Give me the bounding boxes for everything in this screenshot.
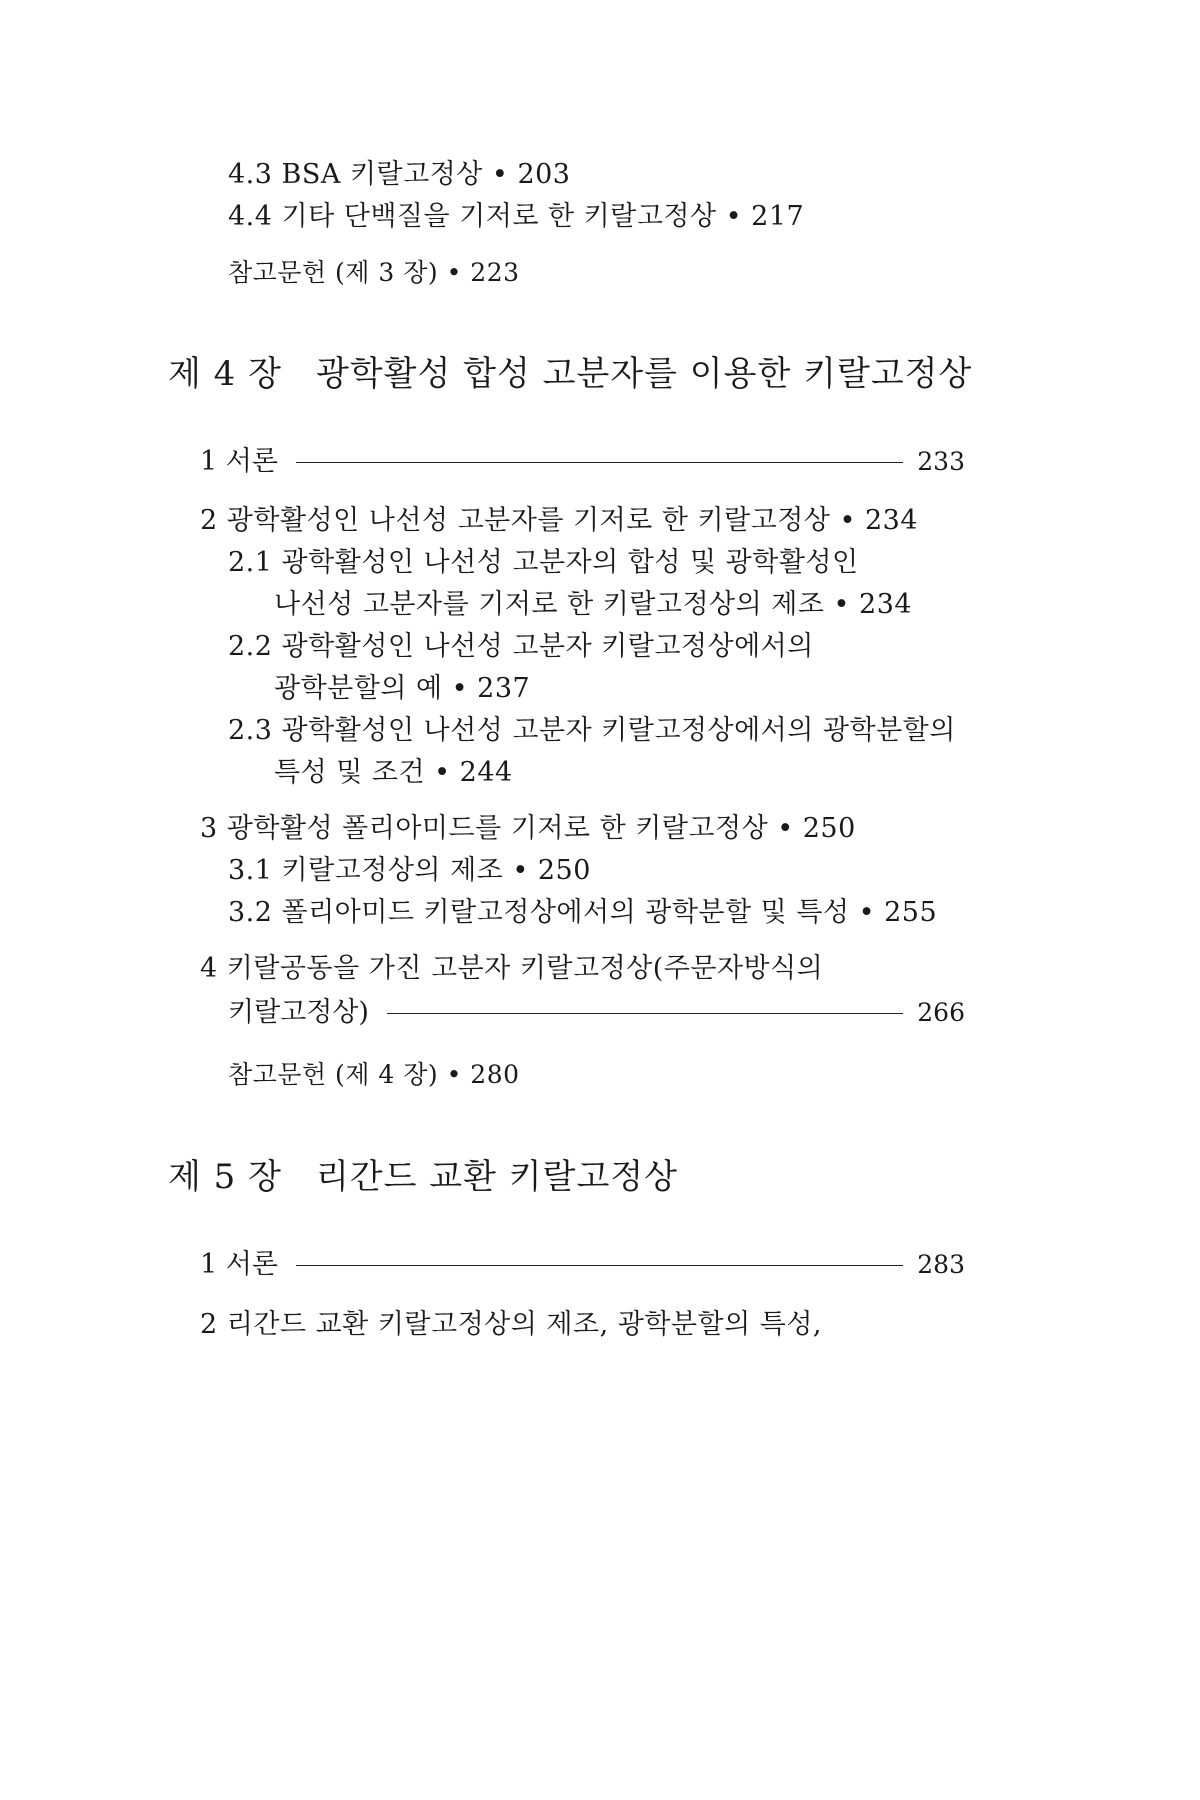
- ch4-section-4-line1: 4 키랄공동을 가진 고분자 키랄고정상(주문자방식의: [200, 953, 824, 984]
- chapter-5-number: 제 5 장: [168, 1157, 282, 1197]
- ch4-section-4-row: [228, 996, 965, 1030]
- leader-line: [296, 462, 903, 463]
- ch4-sub-2-3-line2: 특성 및 조건 • 244: [274, 757, 513, 788]
- ch4-section-3: 3 광학활성 폴리아미드를 기저로 한 키랄고정상 • 250: [200, 813, 856, 844]
- ch4-sub-2-3-line1: 2.3 광학활성인 나선성 고분자 키랄고정상에서의 광학분할의: [228, 715, 956, 746]
- ch4-section-1-label: 1 서론: [200, 446, 278, 477]
- chapter-4-title: 광학활성 합성 고분자를 이용한 키랄고정상: [315, 354, 973, 394]
- ch4-sub-3-1: 3.1 키랄고정상의 제조 • 250: [228, 855, 591, 886]
- leader-line: [296, 1265, 903, 1266]
- ch5-section-1-page: 283: [917, 1250, 965, 1279]
- references-chapter-3: 참고문헌 (제 3 장) • 223: [228, 258, 520, 287]
- toc-entry-4-4: 4.4 기타 단백질을 기저로 한 키랄고정상 • 217: [228, 201, 805, 232]
- ch4-section-4-page: 266: [917, 998, 965, 1027]
- chapter-5-heading: [168, 1156, 678, 1198]
- ch4-sub-2-1-line2: 나선성 고분자를 기저로 한 키랄고정상의 제조 • 234: [274, 589, 913, 620]
- toc-entry-4-3: 4.3 BSA 키랄고정상 • 203: [228, 159, 571, 190]
- references-chapter-4: 참고문헌 (제 4 장) • 280: [228, 1060, 520, 1089]
- ch4-section-1-row: [200, 445, 965, 479]
- ch5-section-1-row: [200, 1248, 965, 1282]
- chapter-4-number: 제 4 장: [168, 354, 282, 394]
- ch4-section-4-line2: 키랄고정상): [228, 997, 369, 1028]
- leader-line: [387, 1013, 903, 1014]
- ch4-sub-2-2-line1: 2.2 광학활성인 나선성 고분자 키랄고정상에서의: [228, 631, 814, 662]
- ch4-sub-3-2: 3.2 폴리아미드 키랄고정상에서의 광학분할 및 특성 • 255: [228, 897, 938, 928]
- ch4-sub-2-2-line2: 광학분할의 예 • 237: [274, 673, 531, 704]
- ch4-sub-2-1-line1: 2.1 광학활성인 나선성 고분자의 합성 및 광학활성인: [228, 547, 859, 578]
- ch5-section-2-line1: 2 리간드 교환 키랄고정상의 제조, 광학분할의 특성,: [200, 1309, 822, 1340]
- ch4-section-2: 2 광학활성인 나선성 고분자를 기저로 한 키랄고정상 • 234: [200, 505, 919, 536]
- ch4-section-1-page: 233: [917, 447, 965, 476]
- chapter-5-title: 리간드 교환 키랄고정상: [315, 1157, 678, 1197]
- chapter-4-heading: [168, 353, 972, 395]
- ch5-section-1-label: 1 서론: [200, 1249, 278, 1280]
